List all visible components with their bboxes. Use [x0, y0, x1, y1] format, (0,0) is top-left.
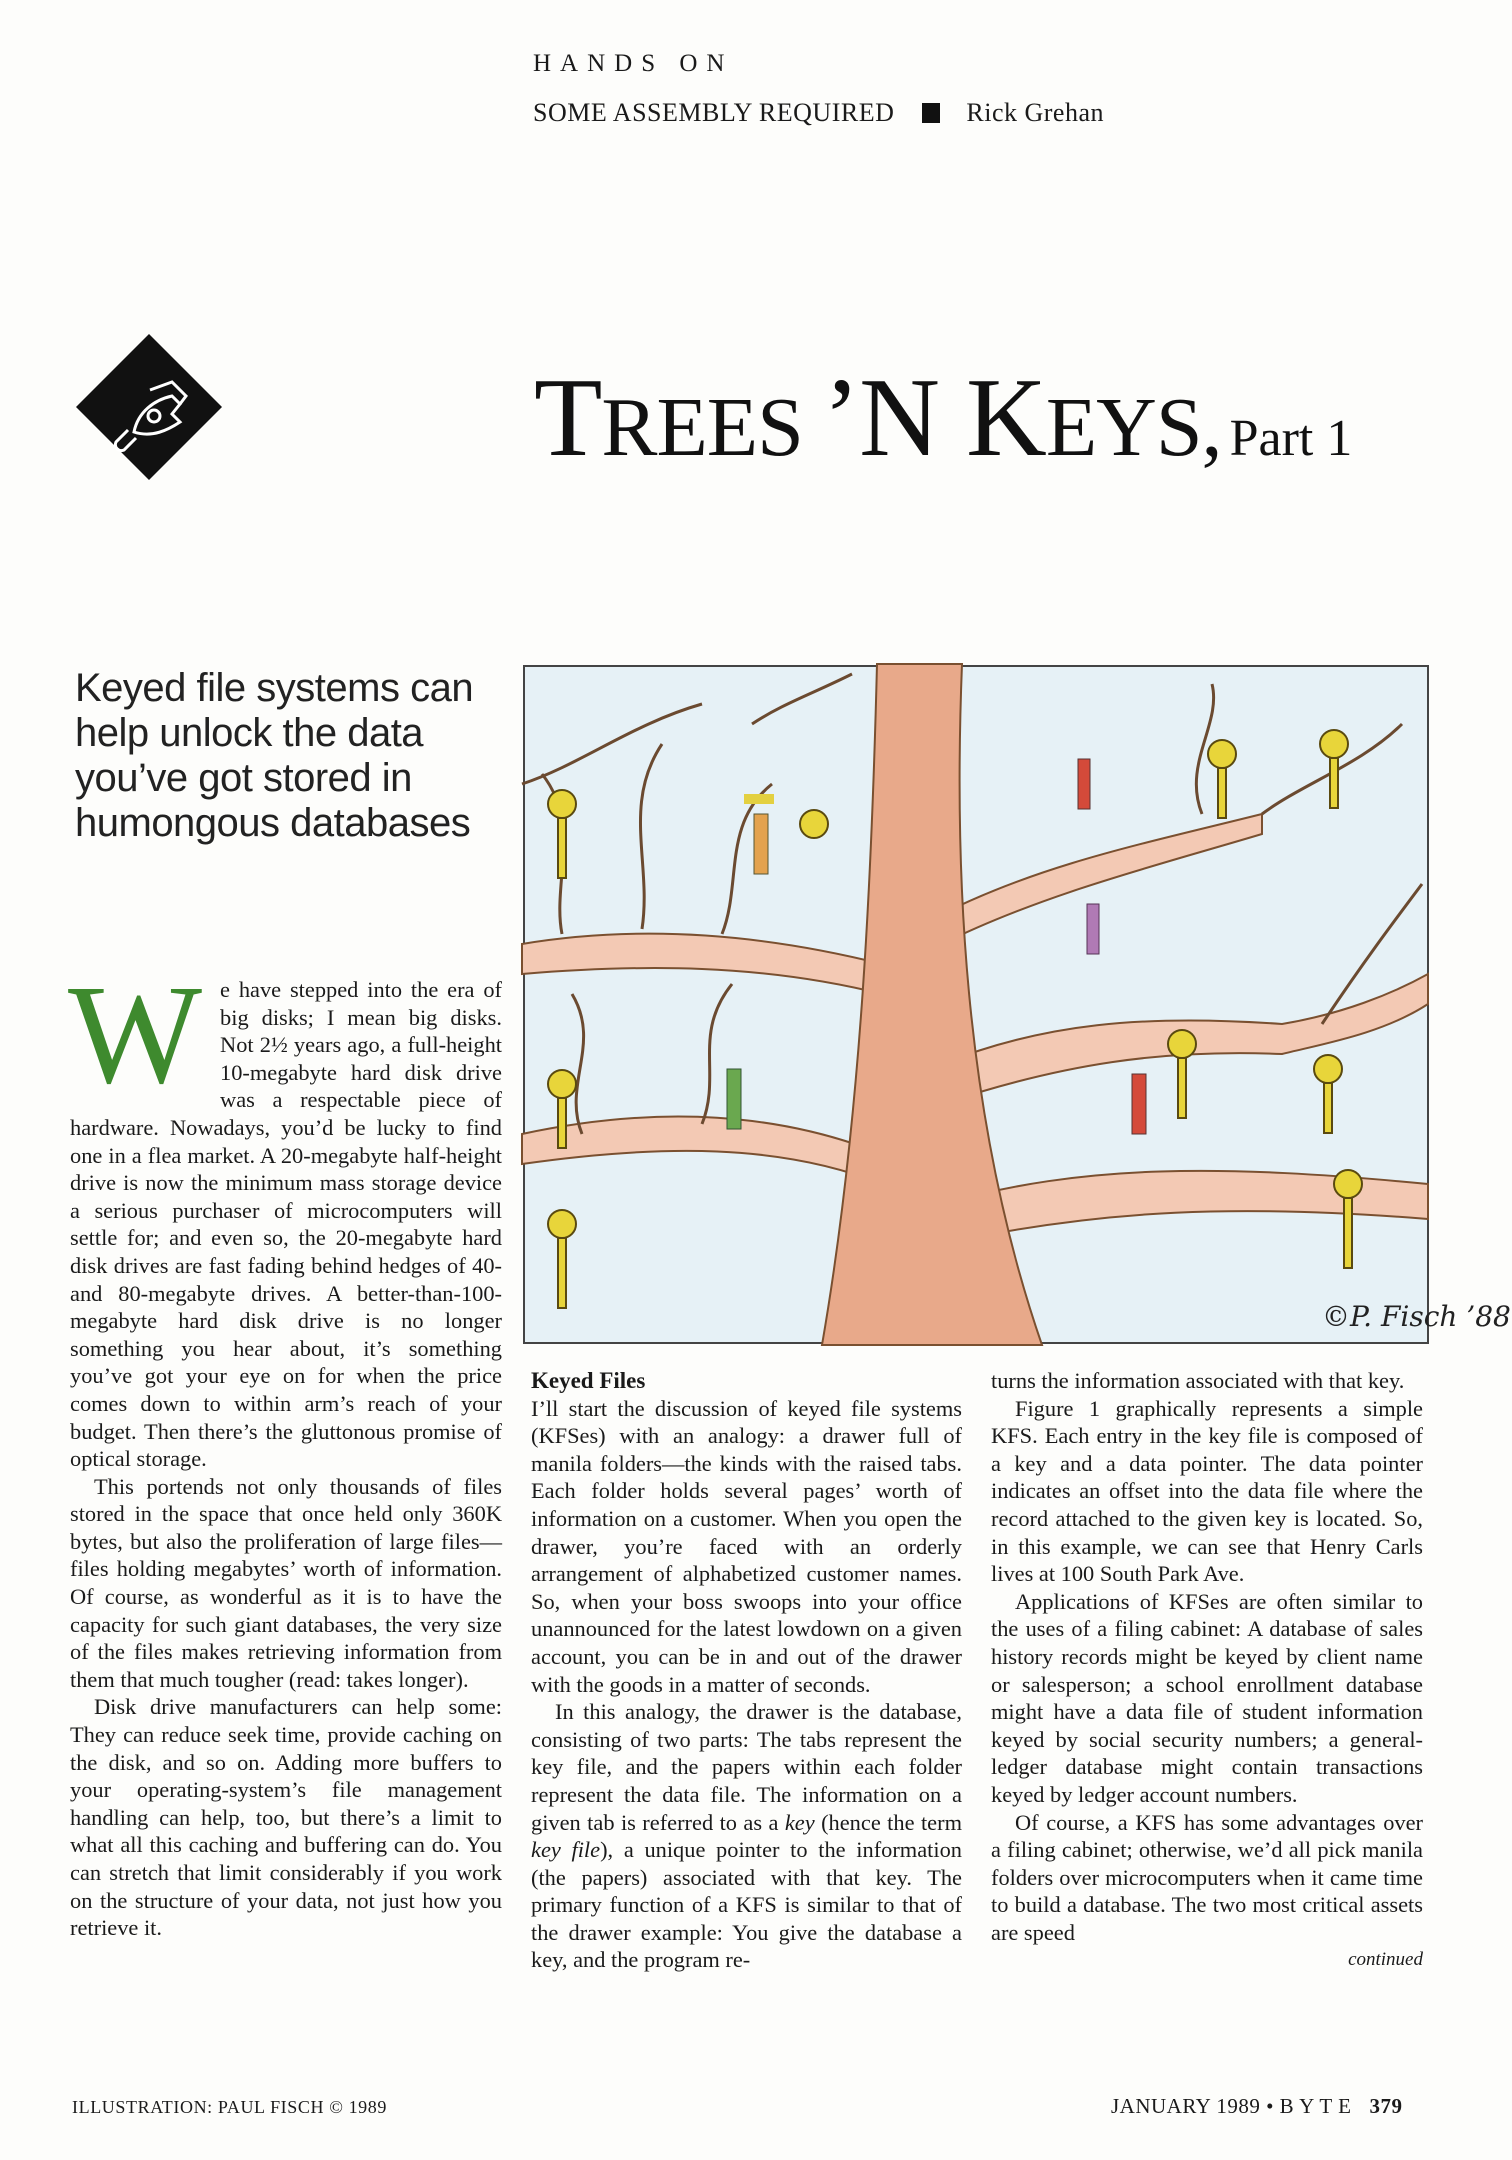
body-column-1	[68, 955, 502, 1942]
author-name: Rick Grehan	[966, 98, 1104, 127]
page-number: 379	[1369, 2094, 1403, 2118]
body-paragraph: Of course, a KFS has some advantages over a filing cabinet; otherwise, we’d all pick manila folders over microcomputers when it came time to build a database. The two most critical assets are speed	[991, 1809, 1423, 1945]
artist-signature: ©P. Fisch ’88	[1322, 1300, 1511, 1333]
body-paragraph: In this analogy, the drawer is the database, consisting of two parts: The tabs represent the key file, and the papers within each folder represent the data file. The information on a given tab is referred to as a key (hence the term key file), a unique pointer to the information (the papers) associated with that key. The primary function of a KFS is similar to that of the drawer example: You give the database a key, and the program re-	[531, 1699, 962, 1973]
department-name: SOME ASSEMBLY REQUIRED	[533, 98, 895, 127]
square-bullet-icon	[922, 103, 940, 123]
body-paragraph: e have stepped into the era of big disks; I mean big disks. Not 2½ years ago, a full-height 10-megabyte hard disk drive was a respectable piece of hardware. Nowadays, you’d be lucky to find one in a flea market. A 20-megabyte half-height drive is now the minimum mass storage device a serious purchaser of microcomputers will settle for; and even so, the 20-megabyte hard disk drives are fast fading behind hedges of 40- and 80-megabyte drives. A better-than-100-megabyte hard disk drive is no longer something you hear about, it’s something you’ve got your eye on for when the price comes down to within arm’s reach of your budget. Then there’s the gluttonous promise of optical storage.	[70, 977, 502, 1472]
issue-line: JANUARY 1989 • B Y T E	[1111, 2094, 1352, 2118]
page-folio	[1111, 2094, 1402, 2119]
tree-keys-illustration	[522, 664, 1511, 1345]
continued-marker: continued	[1348, 1949, 1423, 1971]
drop-cap: W	[68, 955, 203, 1113]
body-paragraph: Disk drive manufacturers can help some: They can reduce seek time, provide caching on the disk, and so on. Adding more buffers to your operating-system’s file management handling can help, too, but there’s a limit to what all this caching and buffering can do. You can stretch that limit considerably if you work on the structure of your data, not just how you retrieve it.	[70, 1694, 502, 1941]
hands-on-wrench-icon	[76, 334, 222, 480]
body-paragraph: This portends not only thousands of files stored in the space that once held only 360K bytes, but also the proliferation of large files—files holding megabytes’ worth of information. Of course, as wonderful as it is to have the capacity for such giant databases, the very size of the files makes retrieving information from them that much tougher (read: takes longer).	[70, 1473, 502, 1692]
illustration-credit: ILLUSTRATION: PAUL FISCH © 1989	[72, 2097, 387, 2117]
body-paragraph: Applications of KFSes are often similar to the uses of a filing cabinet: A database of sales history records might be keyed by client name or salesperson; a school enrollment database might have a data file of student information keyed by social security numbers; a general-ledger database might contain transactions keyed by ledger account numbers.	[991, 1588, 1423, 1807]
department-line	[533, 98, 1104, 128]
body-column-2	[531, 1367, 962, 1974]
body-paragraph: turns the information associated with that key.	[991, 1368, 1405, 1393]
body-paragraph: Figure 1 graphically represents a simple KFS. Each entry in the key file is composed of a key and a data pointer. The data pointer indicates an offset into the data file where the record attached to the given key is located. So, in this example, we can see that Henry Carls lives at 100 South Park Ave.	[991, 1395, 1423, 1587]
section-kicker: HANDS ON	[533, 50, 734, 77]
title-part: Part 1	[1229, 410, 1353, 467]
body-paragraph: I’ll start the discussion of keyed file systems (KFSes) with an analogy: a drawer full of manila folders—the kinds with the raised tabs. Each folder holds several pages’ worth of information on a customer. When you open the drawer, you’re faced with an orderly arrangement of alphabetized customer names. So, when your boss swoops into your office unannounced for the latest lowdown on a given account, you can be in and out of the drawer with the goods in a matter of seconds.	[531, 1395, 962, 1697]
deck-subtitle: Keyed file systems can help unlock the data you’ve got stored in humongous databases	[75, 666, 474, 845]
section-subhead: Keyed Files	[531, 1368, 646, 1393]
body-column-3	[991, 1367, 1423, 1971]
article-title: TREES ’N KEYS, Part 1	[534, 356, 1353, 480]
